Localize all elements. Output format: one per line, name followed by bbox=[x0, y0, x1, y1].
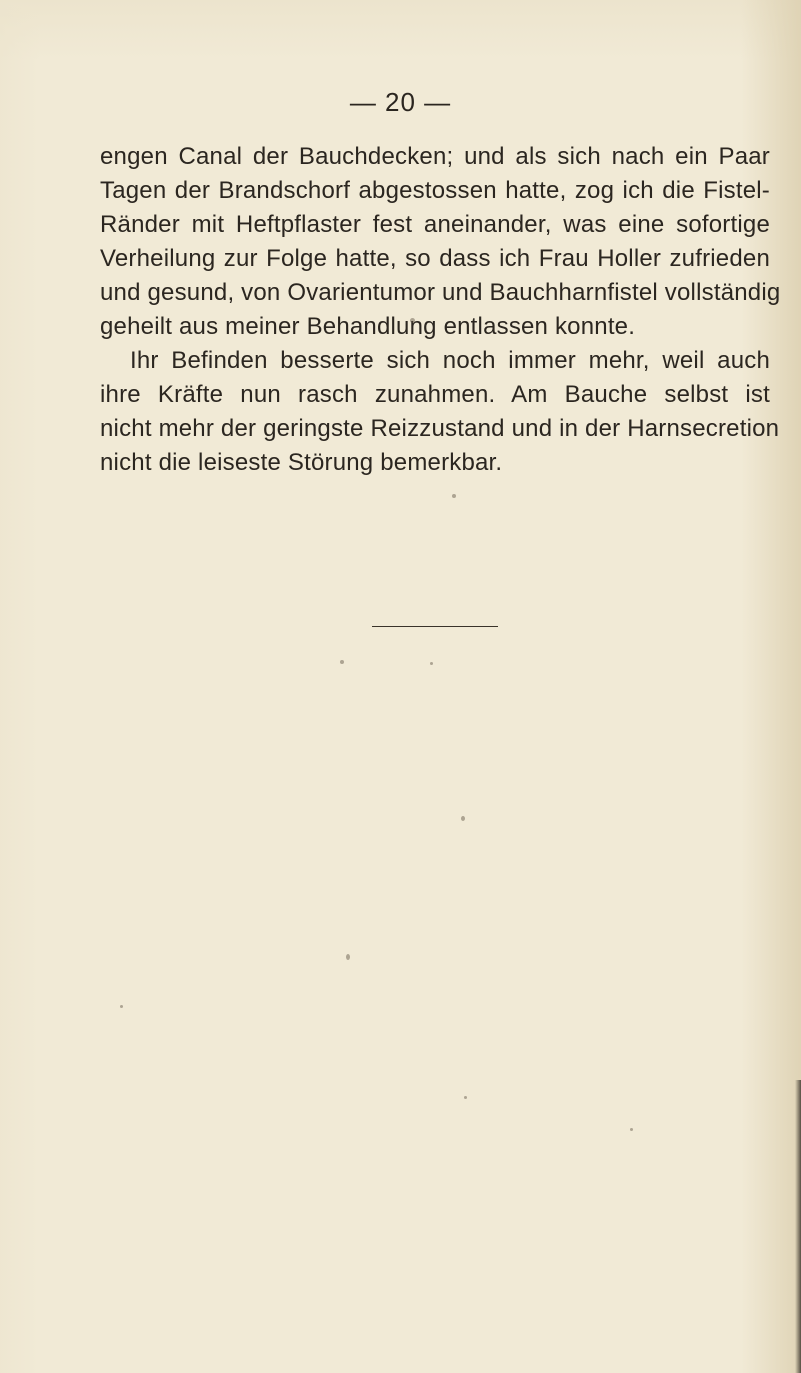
paper-speck bbox=[452, 494, 456, 498]
text-line: geheilt aus meiner Behandlung entlassen konnte. bbox=[100, 313, 636, 340]
paper-speck bbox=[630, 1128, 633, 1131]
paper-speck bbox=[461, 816, 465, 821]
text-line: nicht die leiseste Störung bemerkbar. bbox=[100, 449, 503, 476]
text-line: Ränder mit Heftpflaster fest aneinander, was eine sofortige bbox=[100, 211, 770, 238]
page-edge-shadow bbox=[795, 1080, 801, 1373]
text-line: ihre Kräfte nun rasch zunahmen. Am Bauche selbst ist bbox=[100, 381, 770, 408]
paragraph-2 bbox=[100, 344, 780, 480]
text-line: nicht mehr der geringste Reizzustand und in der Harnsecretion bbox=[100, 415, 780, 442]
text-line: und gesund, von Ovarientumor und Bauchharnfistel vollständig bbox=[100, 279, 781, 306]
paper-speck bbox=[346, 954, 350, 960]
text-line: Tagen der Brandschorf abgestossen hatte, zog ich die Fistel- bbox=[100, 177, 770, 204]
paper-speck bbox=[120, 1005, 123, 1008]
paper-speck bbox=[340, 660, 344, 664]
text-line: Ihr Befinden besserte sich noch immer mehr, weil auch bbox=[130, 347, 770, 374]
page-number: — 20 — bbox=[349, 87, 452, 117]
body-text bbox=[100, 140, 781, 480]
text-line: Verheilung zur Folge hatte, so dass ich Frau Holler zufrieden bbox=[100, 245, 770, 272]
paper-speck bbox=[430, 662, 433, 665]
paper-speck bbox=[410, 318, 415, 323]
section-divider bbox=[372, 626, 498, 627]
text-line: engen Canal der Bauchdecken; und als sich nach ein Paar bbox=[100, 143, 770, 170]
paragraph-1 bbox=[100, 140, 781, 344]
paper-speck bbox=[464, 1096, 467, 1099]
